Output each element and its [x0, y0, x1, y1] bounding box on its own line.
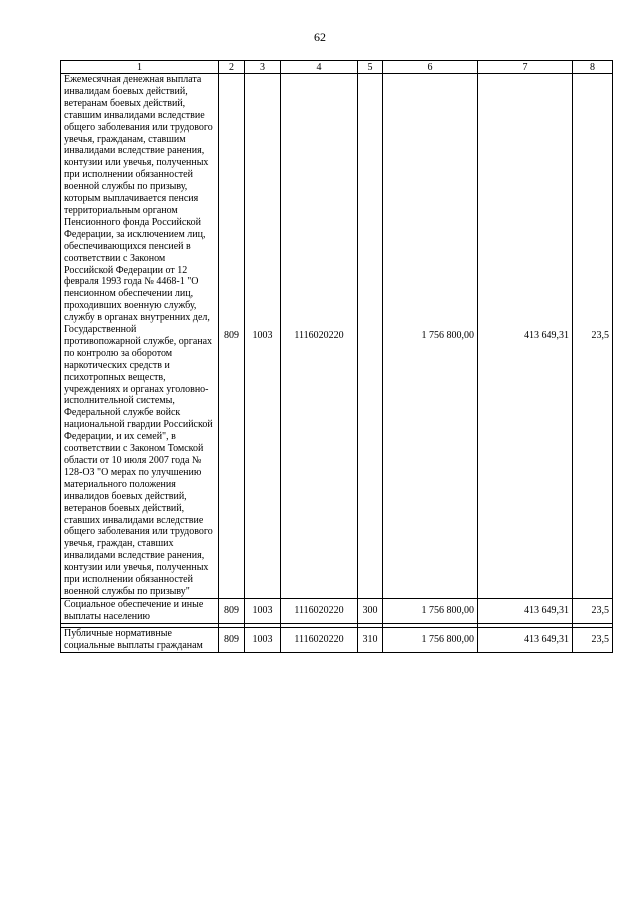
- target-code-cell: 1116020220: [281, 627, 358, 652]
- percent-cell: 23,5: [573, 74, 613, 599]
- table-row: [61, 627, 613, 652]
- percent-cell: 23,5: [573, 598, 613, 623]
- expense-type-cell: 300: [358, 598, 383, 623]
- target-code-cell: 1116020220: [281, 74, 358, 599]
- table-header-row: [61, 61, 613, 74]
- percent-cell: 23,5: [573, 627, 613, 652]
- ministry-code-cell: 809: [219, 627, 245, 652]
- actual-amount-cell: 413 649,31: [478, 627, 573, 652]
- row-name-cell: Ежемесячная денежная выплата инвалидам боевых действий, ветеранам боевых действий, ставшим инвалидами вследствие общего заболевания или трудового увечья, гражданам, ставшим инвалидами вследствие ранения, контузии или увечья, полученных при исполнении обязанностей военной службы по призыву, которым выплачивается пенсия территориальным органом Пенсионного фонда Российской Федерации, за исключением лиц, обеспечивающихся пенсией в соответствии с Законом Российской Федерации от 12 февраля 1993 года № 4468-1 "О пенсионном обеспечении лиц, проходивших военную службу, службу в органах внутренних дел, Государственной противопожарной службе, органах по контролю за оборотом наркотических средств и психотропных веществ, учреждениях и органах уголовно-исполнительной системы, Федеральной службе войск национальной гвардии Российской Федерации, и их семей", в соответствии с Законом Томской области от 10 июля 2007 года № 128-ОЗ "О мерах по улучшению материального положения инвалидов боевых действий, ветеранов боевых действий, ставших инвалидами вследствие общего заболевания или трудового увечья, граждан, ставших инвалидами вследствие ранения, контузии или увечья, полученных при исполнении обязанностей военной службы по призыву": [61, 74, 219, 599]
- ministry-code-cell: 809: [219, 598, 245, 623]
- header-col-3: 3: [245, 61, 281, 74]
- expense-type-cell: [358, 74, 383, 599]
- section-code-cell: 1003: [245, 598, 281, 623]
- header-col-5: 5: [358, 61, 383, 74]
- ministry-code-cell: 809: [219, 74, 245, 599]
- header-col-2: 2: [219, 61, 245, 74]
- target-code-cell: 1116020220: [281, 598, 358, 623]
- section-code-cell: 1003: [245, 627, 281, 652]
- budget-table: [60, 60, 613, 653]
- actual-amount-cell: 413 649,31: [478, 598, 573, 623]
- table-row: [61, 74, 613, 599]
- row-name-cell: Публичные нормативные социальные выплаты гражданам: [61, 627, 219, 652]
- expense-type-cell: 310: [358, 627, 383, 652]
- row-name-cell: Социальное обеспечение и иные выплаты населению: [61, 598, 219, 623]
- plan-amount-cell: 1 756 800,00: [383, 598, 478, 623]
- header-col-6: 6: [383, 61, 478, 74]
- actual-amount-cell: 413 649,31: [478, 74, 573, 599]
- page-number: 62: [314, 30, 326, 44]
- plan-amount-cell: 1 756 800,00: [383, 74, 478, 599]
- table-row: [61, 598, 613, 623]
- section-code-cell: 1003: [245, 74, 281, 599]
- header-col-1: 1: [61, 61, 219, 74]
- plan-amount-cell: 1 756 800,00: [383, 627, 478, 652]
- header-col-8: 8: [573, 61, 613, 74]
- header-col-7: 7: [478, 61, 573, 74]
- header-col-4: 4: [281, 61, 358, 74]
